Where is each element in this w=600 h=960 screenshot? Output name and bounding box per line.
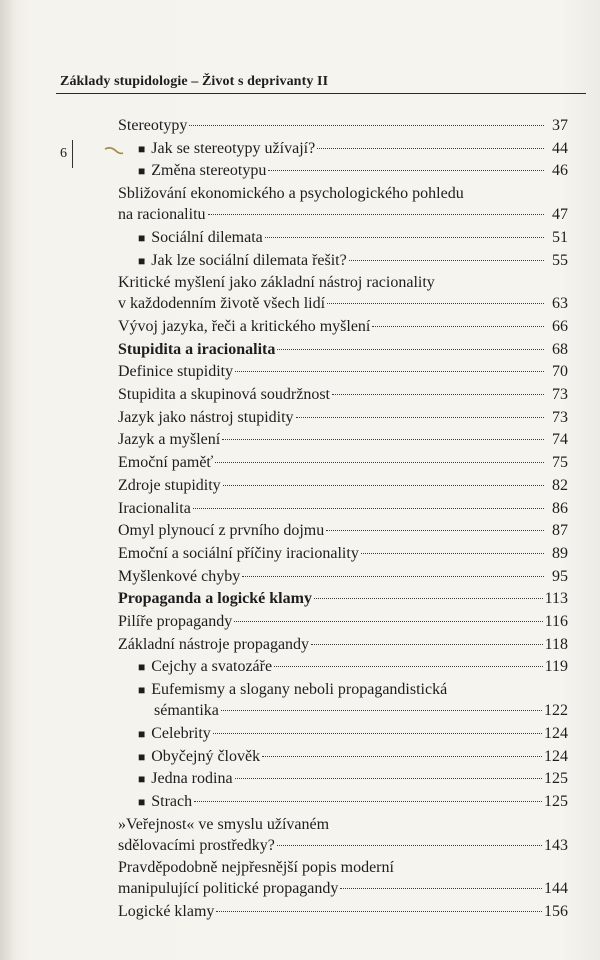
dot-leader — [349, 260, 544, 261]
toc-page-number: 118 — [544, 635, 568, 653]
dot-leader — [194, 801, 542, 802]
toc-entry-title: Vývoj jazyka, řeči a kritického myšlení — [118, 317, 371, 335]
dot-leader — [296, 417, 544, 418]
toc-entry-title-continued: sémantika — [154, 702, 219, 720]
running-head: Základy stupidologie – Život s deprivanty II — [60, 74, 329, 89]
toc-page-number: 89 — [552, 544, 568, 562]
toc-entry-title: Změna stereotypu — [151, 162, 267, 180]
toc-page-number: 74 — [552, 431, 568, 449]
dot-leader — [223, 485, 544, 486]
toc-page-number: 86 — [552, 499, 568, 517]
square-bullet-icon: ■ — [138, 164, 146, 179]
toc-page-number: 51 — [552, 228, 568, 246]
dot-leader — [189, 125, 544, 126]
toc-page-number: 95 — [552, 567, 568, 585]
toc-page-number: 47 — [552, 206, 568, 224]
dot-leader — [208, 214, 544, 215]
toc-page-number: 68 — [552, 340, 568, 358]
toc-page-number: 82 — [552, 476, 568, 494]
dot-leader — [268, 170, 544, 171]
square-bullet-icon: ■ — [138, 253, 146, 268]
toc-entry-title: Eufemismy a slogany neboli propagandistická — [151, 681, 448, 699]
toc-entry-title: Strach — [151, 792, 193, 810]
toc-entry-title-continued: v každodenním životě všech lidí — [118, 295, 326, 313]
dot-leader — [340, 888, 542, 889]
toc-page-number: 66 — [552, 317, 568, 335]
dot-leader — [327, 303, 544, 304]
toc-entry-title: Základní nástroje propagandy — [118, 635, 310, 653]
dot-leader — [213, 733, 542, 734]
toc-page-number: 73 — [552, 408, 568, 426]
dot-leader — [332, 394, 544, 395]
toc-entry-title: Sociální dilemata — [151, 228, 263, 246]
dot-leader — [216, 911, 542, 912]
toc-page-number: 87 — [552, 522, 568, 540]
toc-entry-title: Definice stupidity — [118, 363, 234, 381]
dot-leader — [265, 237, 544, 238]
square-bullet-icon: ■ — [138, 660, 146, 675]
square-bullet-icon: ■ — [138, 772, 146, 787]
toc-entry-title: Stereotypy — [118, 117, 188, 134]
toc-entry-title-continued: sdělovacími prostředky? — [118, 836, 275, 854]
toc-page-number: 113 — [544, 590, 568, 608]
toc-page-number: 55 — [552, 251, 568, 269]
toc-page-number: 37 — [552, 117, 568, 134]
toc-entry-title: Jedna rodina — [151, 770, 233, 788]
toc-entry-title-continued: na racionalitu — [118, 206, 206, 224]
dot-leader — [215, 462, 544, 463]
toc-entry-title: Propaganda a logické klamy — [118, 590, 312, 608]
toc-entry-title: Myšlenkové chyby — [118, 567, 241, 585]
toc-entry-title: Jak se stereotypy užívají? — [151, 139, 316, 157]
toc-entry-title: Zdroje stupidity — [118, 476, 221, 494]
dot-leader — [314, 598, 543, 599]
toc-page-number: 73 — [552, 386, 568, 403]
toc-entry-title: Jazyk a myšlení — [118, 431, 221, 449]
toc-page-number: 156 — [544, 903, 568, 920]
toc-entry-title: Cejchy a svatozáře — [151, 658, 273, 676]
dot-leader — [193, 508, 544, 509]
dot-leader — [235, 778, 542, 779]
dot-leader — [277, 845, 542, 846]
toc-entry-title-continued: manipulující politické propagandy — [118, 880, 339, 898]
toc-page-number: 75 — [552, 454, 568, 472]
toc-entry-title: Stupidita a iracionalita — [118, 340, 276, 358]
dot-leader — [317, 148, 544, 149]
page-number: 6 — [60, 146, 67, 161]
toc-entry-title: Kritické myšlení jako základní nástroj racionality — [118, 274, 435, 292]
toc-entry-title: Stupidita a skupinová soudržnost — [118, 386, 330, 403]
dot-leader — [242, 576, 544, 577]
toc-entry-title: Omyl plynoucí z prvního dojmu — [118, 522, 325, 540]
toc-entry-title: Iracionalita — [118, 499, 191, 517]
square-bullet-icon: ■ — [138, 794, 146, 809]
toc-page-number: 116 — [544, 613, 568, 630]
toc-entry-title: Pilíře propagandy — [118, 613, 233, 630]
toc-page-number: 143 — [544, 836, 568, 854]
toc-page-number: 125 — [544, 770, 568, 788]
toc-page-number: 119 — [544, 658, 568, 676]
toc-page-number: 125 — [544, 792, 568, 810]
toc-entry-title: Emoční a sociální příčiny iracionality — [118, 544, 359, 562]
dot-leader — [277, 349, 544, 350]
dot-leader — [222, 439, 544, 440]
toc-page-number: 144 — [544, 880, 568, 898]
square-bullet-icon: ■ — [138, 141, 146, 156]
toc-page-number: 44 — [552, 139, 568, 157]
square-bullet-icon: ■ — [138, 683, 146, 698]
dot-leader — [372, 326, 544, 327]
dot-leader — [274, 666, 543, 667]
toc-page-number: 70 — [552, 363, 568, 381]
dot-leader — [262, 756, 542, 757]
toc-page-number: 122 — [544, 702, 568, 720]
square-bullet-icon: ■ — [138, 749, 146, 764]
dot-leader — [326, 530, 544, 531]
dot-leader — [221, 710, 542, 711]
toc-entry-title: »Veřejnost« ve smyslu užívaném — [118, 815, 330, 833]
dot-leader — [234, 621, 542, 622]
dot-leader — [361, 553, 544, 554]
toc-entry-title: Emoční paměť — [118, 454, 214, 472]
toc-entry-title: Logické klamy — [118, 903, 215, 920]
toc-page-number: 124 — [544, 747, 568, 765]
toc-entry-title: Jazyk jako nástroj stupidity — [118, 408, 294, 426]
square-bullet-icon: ■ — [138, 726, 146, 741]
dot-leader — [311, 644, 543, 645]
toc-page-number: 124 — [544, 724, 568, 742]
toc-entry-title: Obyčejný člověk — [151, 747, 261, 765]
toc-entry-title: Pravděpodobně nejpřesnější popis moderní — [118, 859, 394, 877]
dot-leader — [235, 371, 544, 372]
toc-page-number: 63 — [552, 295, 568, 313]
toc-entry-title: Jak lze sociální dilemata řešit? — [151, 251, 347, 269]
square-bullet-icon: ■ — [138, 230, 146, 245]
toc-entry-title: Celebrity — [151, 724, 211, 742]
toc-page-number: 46 — [552, 162, 568, 180]
toc-entry-title: Sbližování ekonomického a psychologického pohledu — [118, 185, 464, 203]
